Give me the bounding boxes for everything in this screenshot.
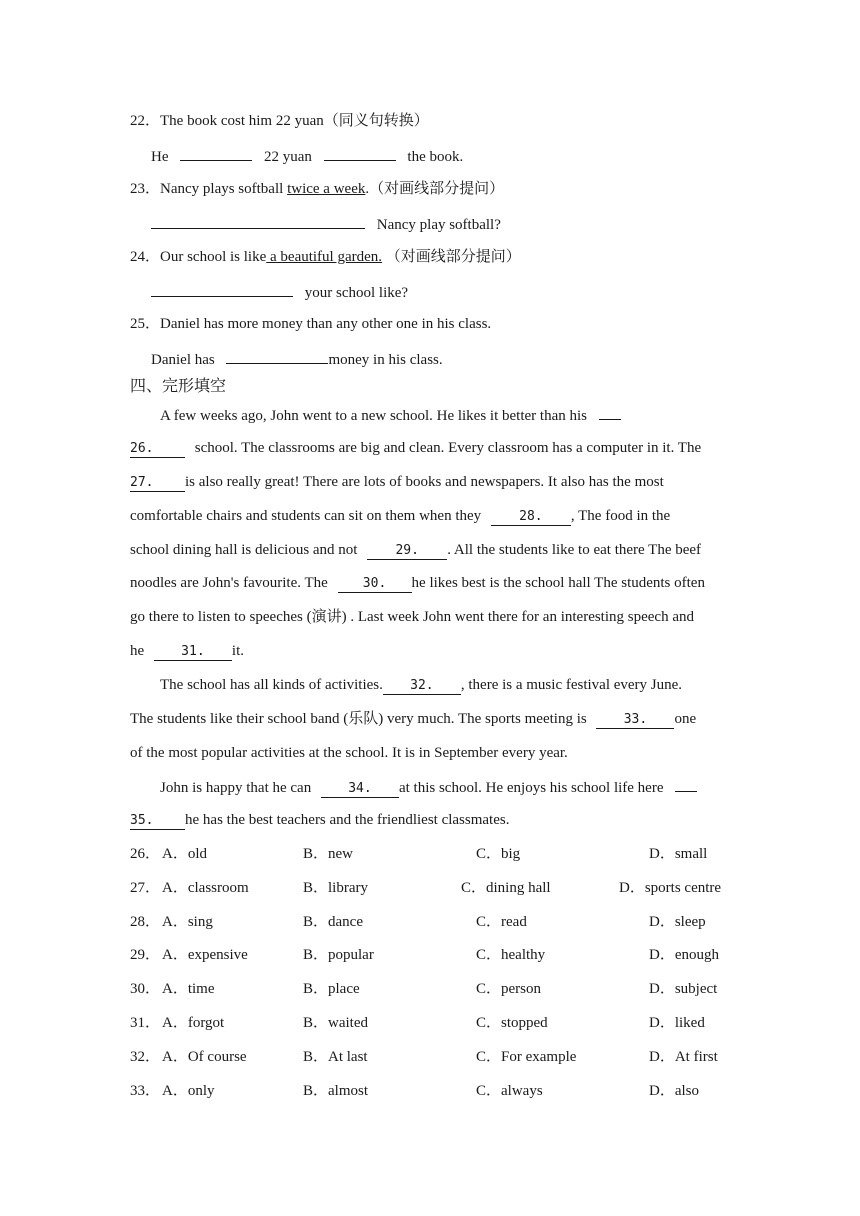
blank-35[interactable]: 35.: [130, 812, 185, 830]
passage-text: school dining hall is delicious and not: [130, 542, 358, 558]
section-title: 四、完形填空: [130, 376, 227, 395]
option-number: 30．: [130, 981, 161, 997]
passage-text: , there is a music festival every June.: [460, 677, 683, 693]
answer-blank[interactable]: [324, 145, 396, 161]
blank-29[interactable]: 29.: [367, 542, 447, 560]
passage-text: . All the students like to eat there The beef: [447, 542, 702, 558]
q24-underlined: a beautiful garden.: [266, 249, 383, 265]
blank-32[interactable]: 32.: [383, 677, 461, 695]
q23-answer-tail: Nancy play softball?: [376, 217, 501, 233]
option-number: 27．: [130, 880, 161, 896]
question-24-answer-line: [151, 281, 408, 303]
option-c[interactable]: C．For example: [476, 1049, 577, 1065]
option-d[interactable]: D．liked: [649, 1015, 705, 1031]
option-b[interactable]: B．library: [303, 880, 368, 896]
option-d[interactable]: D．At first: [649, 1049, 718, 1065]
option-a[interactable]: A．Of course: [162, 1049, 247, 1065]
option-b[interactable]: B．dance: [303, 914, 363, 930]
option-d[interactable]: D．enough: [649, 947, 719, 963]
passage-text: A few weeks ago, John went to a new school. He likes it better than his: [160, 408, 587, 424]
passage-text: comfortable chairs and students can sit on them when they: [130, 508, 482, 524]
option-number: 28．: [130, 914, 161, 930]
q24-num: 24．Our school is like: [130, 249, 267, 265]
option-d[interactable]: D．sleep: [649, 914, 706, 930]
option-a[interactable]: A．sing: [162, 914, 213, 930]
option-c[interactable]: C．person: [476, 981, 541, 997]
option-number: 31．: [130, 1015, 161, 1031]
q22-text-c: the book.: [407, 149, 464, 165]
question-22-prompt: 22．The book cost him 22 yuan（同义句转换）: [130, 113, 429, 129]
passage-line: [130, 540, 701, 560]
blank-27[interactable]: 27.: [130, 474, 185, 492]
answer-blank[interactable]: [151, 213, 365, 229]
blank-31[interactable]: 31.: [154, 643, 232, 661]
option-c[interactable]: C．healthy: [476, 947, 546, 963]
option-b[interactable]: B．At last: [303, 1049, 368, 1065]
option-c[interactable]: C．dining hall: [461, 880, 551, 896]
option-number: 32．: [130, 1049, 161, 1065]
passage-line: [130, 573, 705, 593]
passage-text: school. The classrooms are big and clean. Every classroom has a computer in it. The: [194, 440, 702, 456]
q23-num: 23．Nancy plays softball: [130, 181, 288, 197]
q22-text-b: 22 yuan: [264, 149, 312, 165]
option-d[interactable]: D．sports centre: [619, 880, 722, 896]
passage-line: [130, 641, 244, 661]
question-24-prompt: [130, 247, 521, 267]
option-c[interactable]: C．always: [476, 1083, 543, 1099]
option-a[interactable]: A．old: [162, 846, 208, 862]
passage-text: John is happy that he can: [160, 780, 312, 796]
passage-text: The students like their school band (乐队) very much. The sports meeting is: [130, 711, 587, 727]
blank-34[interactable]: 34.: [321, 780, 399, 798]
passage-text: noodles are John's favourite. The: [130, 575, 328, 591]
passage-line: [130, 810, 509, 830]
option-d[interactable]: D．small: [649, 846, 708, 862]
passage-line: go there to listen to speeches (演讲) . Last week John went there for an interesting speech and: [130, 609, 694, 625]
passage-text: he: [130, 643, 145, 659]
passage-line: [160, 675, 682, 695]
passage-text: The school has all kinds of activities.: [160, 677, 383, 693]
option-b[interactable]: B．almost: [303, 1083, 369, 1099]
option-b[interactable]: B．place: [303, 981, 360, 997]
passage-line: [160, 776, 697, 798]
q23-underlined: twice a week: [287, 181, 366, 197]
passage-text: he likes best is the school hall The students often: [411, 575, 705, 591]
passage-text: , The food in the: [570, 508, 671, 524]
question-23-prompt: [130, 179, 504, 199]
passage-text: it.: [231, 643, 245, 659]
option-a[interactable]: A．time: [162, 981, 215, 997]
passage-line: [130, 506, 670, 526]
answer-blank[interactable]: [151, 281, 293, 297]
option-number: 29．: [130, 947, 161, 963]
passage-line: of the most popular activities at the school. It is in September every year.: [130, 745, 568, 761]
option-d[interactable]: D．subject: [649, 981, 718, 997]
option-b[interactable]: B．new: [303, 846, 353, 862]
answer-blank[interactable]: [226, 348, 328, 364]
blank-33[interactable]: 33.: [596, 711, 674, 729]
blank-28[interactable]: 28.: [491, 508, 571, 526]
option-c[interactable]: C．stopped: [476, 1015, 548, 1031]
question-25-prompt: 25．Daniel has more money than any other one in his class.: [130, 316, 492, 332]
passage-text: is also really great! There are lots of books and newspapers. It also has the most: [185, 474, 664, 490]
answer-blank[interactable]: [675, 776, 697, 792]
question-25-answer-line: [151, 348, 443, 370]
q25-text-b: money in his class.: [328, 352, 443, 368]
option-d[interactable]: D．also: [649, 1083, 699, 1099]
option-a[interactable]: A．classroom: [162, 880, 249, 896]
q23-instruction: .（对画线部分提问）: [365, 181, 505, 197]
blank-30[interactable]: 30.: [338, 575, 412, 593]
passage-text: one: [674, 711, 697, 727]
option-a[interactable]: A．only: [162, 1083, 215, 1099]
question-23-answer-line: [151, 213, 501, 235]
q24-instruction: （对画线部分提问）: [382, 249, 521, 265]
blank-26[interactable]: 26.: [130, 440, 185, 458]
option-a[interactable]: A．expensive: [162, 947, 248, 963]
option-b[interactable]: B．waited: [303, 1015, 368, 1031]
option-b[interactable]: B．popular: [303, 947, 374, 963]
q22-text-a: He: [151, 149, 169, 165]
passage-text: at this school. He enjoys his school life here: [398, 780, 664, 796]
question-22-answer-line: [151, 145, 463, 167]
q25-text-a: Daniel has: [151, 352, 215, 368]
option-number: 26．: [130, 846, 161, 862]
passage-line: [130, 709, 696, 729]
option-c[interactable]: C．read: [476, 914, 527, 930]
answer-blank[interactable]: [180, 145, 252, 161]
option-number: 33．: [130, 1083, 161, 1099]
answer-blank[interactable]: [599, 404, 621, 420]
passage-line: [130, 472, 664, 492]
passage-line: [160, 404, 621, 426]
option-c[interactable]: C．big: [476, 846, 521, 862]
option-a[interactable]: A．forgot: [162, 1015, 225, 1031]
q24-answer-tail: your school like?: [304, 285, 409, 301]
passage-line: [130, 438, 701, 458]
passage-text: he has the best teachers and the friendliest classmates.: [185, 812, 510, 828]
